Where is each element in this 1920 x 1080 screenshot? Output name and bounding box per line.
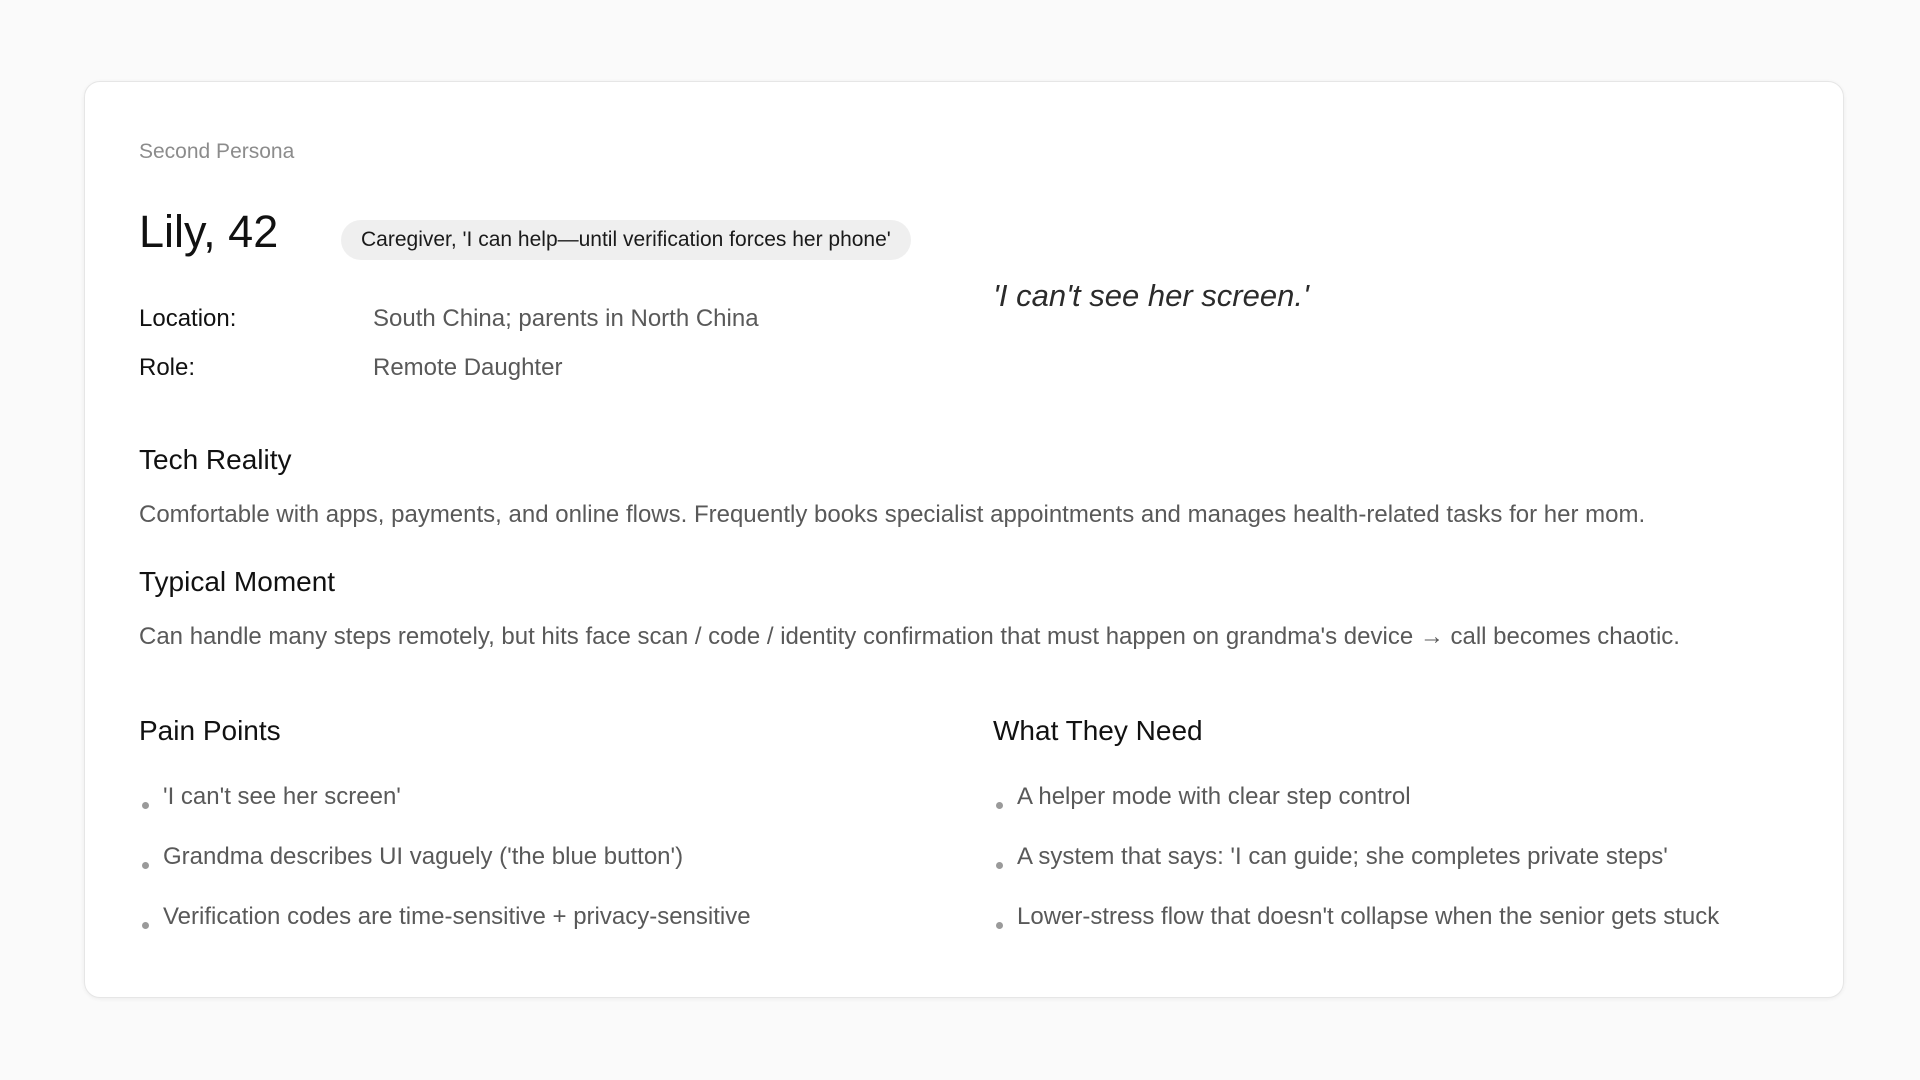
list-item: [139, 842, 751, 902]
pain-points-list: [139, 782, 751, 962]
needs-list: [993, 782, 1719, 962]
bullet-dot-icon: [142, 862, 149, 869]
bullet-dot-icon: [996, 802, 1003, 809]
need-text: Lower-stress flow that doesn't collapse when the senior gets stuck: [1017, 903, 1720, 930]
pain-points-heading: Pain Points: [139, 715, 281, 746]
needs-heading: What They Need: [993, 715, 1203, 746]
list-item: [993, 782, 1719, 842]
role-label: Role:: [139, 354, 196, 381]
bullet-dot-icon: [996, 922, 1003, 929]
list-item: [993, 902, 1719, 962]
typical-moment-heading: Typical Moment: [139, 566, 336, 597]
list-item: [139, 782, 751, 842]
typical-moment-text: Can handle many steps remotely, but hits face scan / code / identity confirmation that must happen on grandma's device → call becomes chaotic.: [139, 623, 1680, 650]
bullet-dot-icon: [142, 922, 149, 929]
location-value: South China; parents in North China: [373, 305, 759, 332]
pain-point-text: Verification codes are time-sensitive + privacy-sensitive: [163, 903, 751, 930]
need-text: A system that says: 'I can guide; she completes private steps': [1017, 843, 1668, 870]
tech-reality-text: Comfortable with apps, payments, and online flows. Frequently books specialist appointments and manages health-related tasks for her mom.: [139, 501, 1646, 528]
bullet-dot-icon: [996, 862, 1003, 869]
persona-name: Lily, 42: [139, 206, 279, 257]
pain-point-text: 'I can't see her screen': [163, 783, 401, 810]
pain-point-text: Grandma describes UI vaguely ('the blue button'): [163, 843, 684, 870]
persona-badge: Caregiver, 'I can help—until verification forces her phone': [341, 220, 911, 260]
tech-reality-heading: Tech Reality: [139, 444, 292, 475]
bullet-dot-icon: [142, 802, 149, 809]
persona-quote: 'I can't see her screen.': [993, 278, 1309, 313]
location-label: Location:: [139, 305, 237, 332]
need-text: A helper mode with clear step control: [1017, 783, 1411, 810]
list-item: [993, 842, 1719, 902]
list-item: [139, 902, 751, 962]
persona-eyebrow: Second Persona: [139, 140, 295, 163]
persona-card: [84, 81, 1844, 998]
role-value: Remote Daughter: [373, 354, 563, 381]
